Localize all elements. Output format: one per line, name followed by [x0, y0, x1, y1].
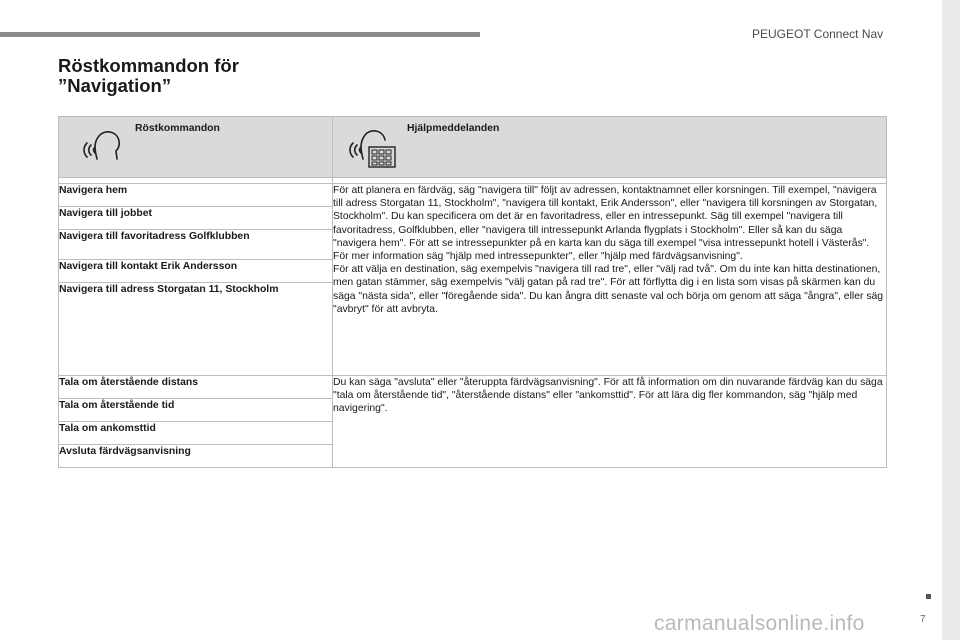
help-paragraph: Du kan säga "avsluta" eller "återuppta färdvägsanvisning". För att få information om din nuvarande färdväg kan du säga "tala om återstående tid", "återstående distans" eller "ankomsttid". För att lära dig fler kommandon, säg "hjälp med navigering". [333, 377, 883, 415]
page-number: 7 [920, 614, 926, 625]
help-paragraph: För att planera en färdväg, säg "navigera till" följt av adressen, kontaktnamnet eller korsningen. Till exempel, "navigera till adress Storgatan 11, Stockholm", "navigera till kontakt, Erik Andersson", eller "navigera till korsningen av Storgatan, Stockholm". Du kan specificera om det är en favoritadress, eller en intressepunkt. Säg till exempel "navigera till favoritadress, Golfklubben, eller "navigera till intressepunkt Arlanda flygplats i Stockholm". Eller så kan du säga "navigera hem". För att se intressepunkter på en karta kan du säga till exempel "visa intressepunkt hotell i Västerås". För mer information säg "hjälp med intressepunkter", eller "hjälp med färdvägsanvisning". [333, 185, 878, 263]
page-marker-dot [926, 594, 931, 599]
table-row [59, 184, 887, 207]
command-cell: Tala om ankomsttid [59, 422, 333, 445]
command-cell: Navigera till kontakt Erik Andersson [59, 260, 333, 283]
command-cell: Tala om återstående distans [59, 376, 333, 399]
brand-header: PEUGEOT Connect Nav [752, 27, 884, 41]
table-row [59, 376, 887, 399]
page-title-line2: ”Navigation” [58, 75, 172, 96]
help-text-navigation [333, 184, 887, 376]
speaking-head-icon [83, 125, 123, 167]
command-cell: Avsluta färdvägsanvisning [59, 445, 333, 468]
col-header-commands-label: Röstkommandon [135, 123, 220, 134]
page-title [58, 56, 239, 96]
speaking-head-screen-icon [349, 123, 403, 169]
table-header-row [59, 117, 887, 178]
watermark: carmanualsonline.info [654, 612, 865, 635]
command-cell: Navigera till jobbet [59, 207, 333, 230]
command-cell: Navigera till adress Storgatan 11, Stockholm [59, 283, 333, 376]
page-edge-strip [942, 0, 960, 640]
command-cell: Navigera till favoritadress Golfklubben [59, 230, 333, 260]
help-paragraph: För att välja en destination, säg exempelvis "navigera till rad tre", eller "välj rad två". Om du inte kan hitta destinationen, men gatan stämmer, säg exempelvis "välj gatan på rad tre". För att förflytta dig i en lista som visas på skärmen kan du säga "nästa sida", eller "föregående sida". Du kan ångra ditt senaste val och börja om genom att säga "ångra", eller säg "avbryt" för att avbryta. [333, 264, 884, 315]
col-header-commands [59, 117, 333, 178]
col-header-help-label: Hjälpmeddelanden [407, 123, 500, 134]
help-text-route-info [333, 376, 887, 468]
command-cell: Navigera hem [59, 184, 333, 207]
col-header-help [333, 117, 887, 178]
page-title-line1: Röstkommandon för [58, 55, 239, 76]
command-cell: Tala om återstående tid [59, 399, 333, 422]
voice-commands-table [58, 116, 887, 468]
top-divider-bar [0, 32, 480, 37]
